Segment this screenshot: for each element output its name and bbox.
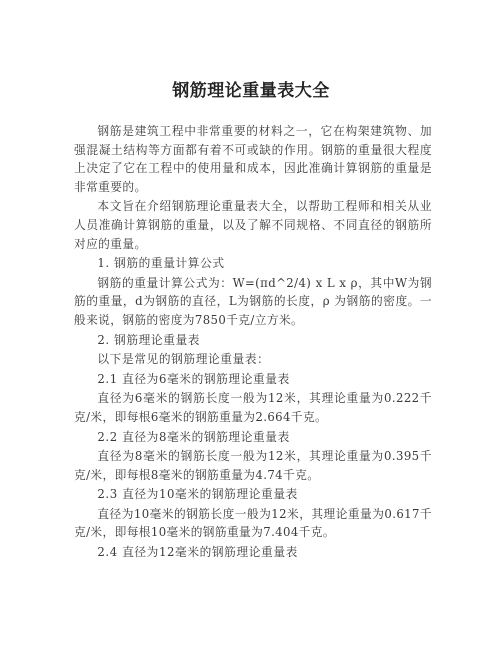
- paragraph-purpose: 本文旨在介绍钢筋理论重量表大全，以帮助工程师和相关从业人员准确计算钢筋的重量，以及了解不同规格、不同直径的钢筋所对应的重量。: [74, 199, 432, 251]
- paragraph-8mm: 直径为8毫米的钢筋长度一般为12米，其理论重量为0.395千克/米，即每根8毫米的钢筋重量为4.74千克。: [74, 449, 432, 482]
- paragraph-intro: 钢筋是建筑工程中非常重要的材料之一，它在构架建筑物、加强混凝土结构等方面都有着不可或缺的作用。钢筋的重量很大程度上决定了它在工程中的使用量和成本，因此准确计算钢筋的重量是非常重要的。: [74, 124, 432, 194]
- paragraph-table-intro: 以下是常见的钢筋理论重量表：: [97, 352, 270, 367]
- subsection-heading-12mm: 2.4 直径为12毫米的钢筋理论重量表: [97, 545, 298, 560]
- document-title: 钢筋理论重量表大全: [172, 81, 330, 101]
- section-heading-weight-table: 2. 钢筋理论重量表: [97, 332, 201, 347]
- paragraph-6mm: 直径为6毫米的钢筋长度一般为12米，其理论重量为0.222千克/米，即每根6毫米的钢筋重量为2.664千克。: [74, 391, 432, 424]
- subsection-heading-8mm: 2.2 直径为8毫米的钢筋理论重量表: [97, 429, 290, 444]
- section-heading-formula: 1. 钢筋的重量计算公式: [97, 256, 225, 271]
- document-body: [74, 122, 432, 563]
- paragraph-formula: 钢筋的重量计算公式为：W=(πd^2/4) x L x ρ，其中W为钢筋的重量，d为钢筋的直径，L为钢筋的长度，ρ 为钢筋的密度。一般来说，钢筋的密度为7850千克/立方米。: [74, 275, 432, 327]
- paragraph-10mm: 直径为10毫米的钢筋长度一般为12米，其理论重量为0.617千克/米，即每根10毫米的钢筋重量为7.404千克。: [74, 506, 432, 540]
- subsection-heading-10mm: 2.3 直径为10毫米的钢筋理论重量表: [97, 487, 298, 502]
- subsection-heading-6mm: 2.1 直径为6毫米的钢筋理论重量表: [97, 371, 290, 386]
